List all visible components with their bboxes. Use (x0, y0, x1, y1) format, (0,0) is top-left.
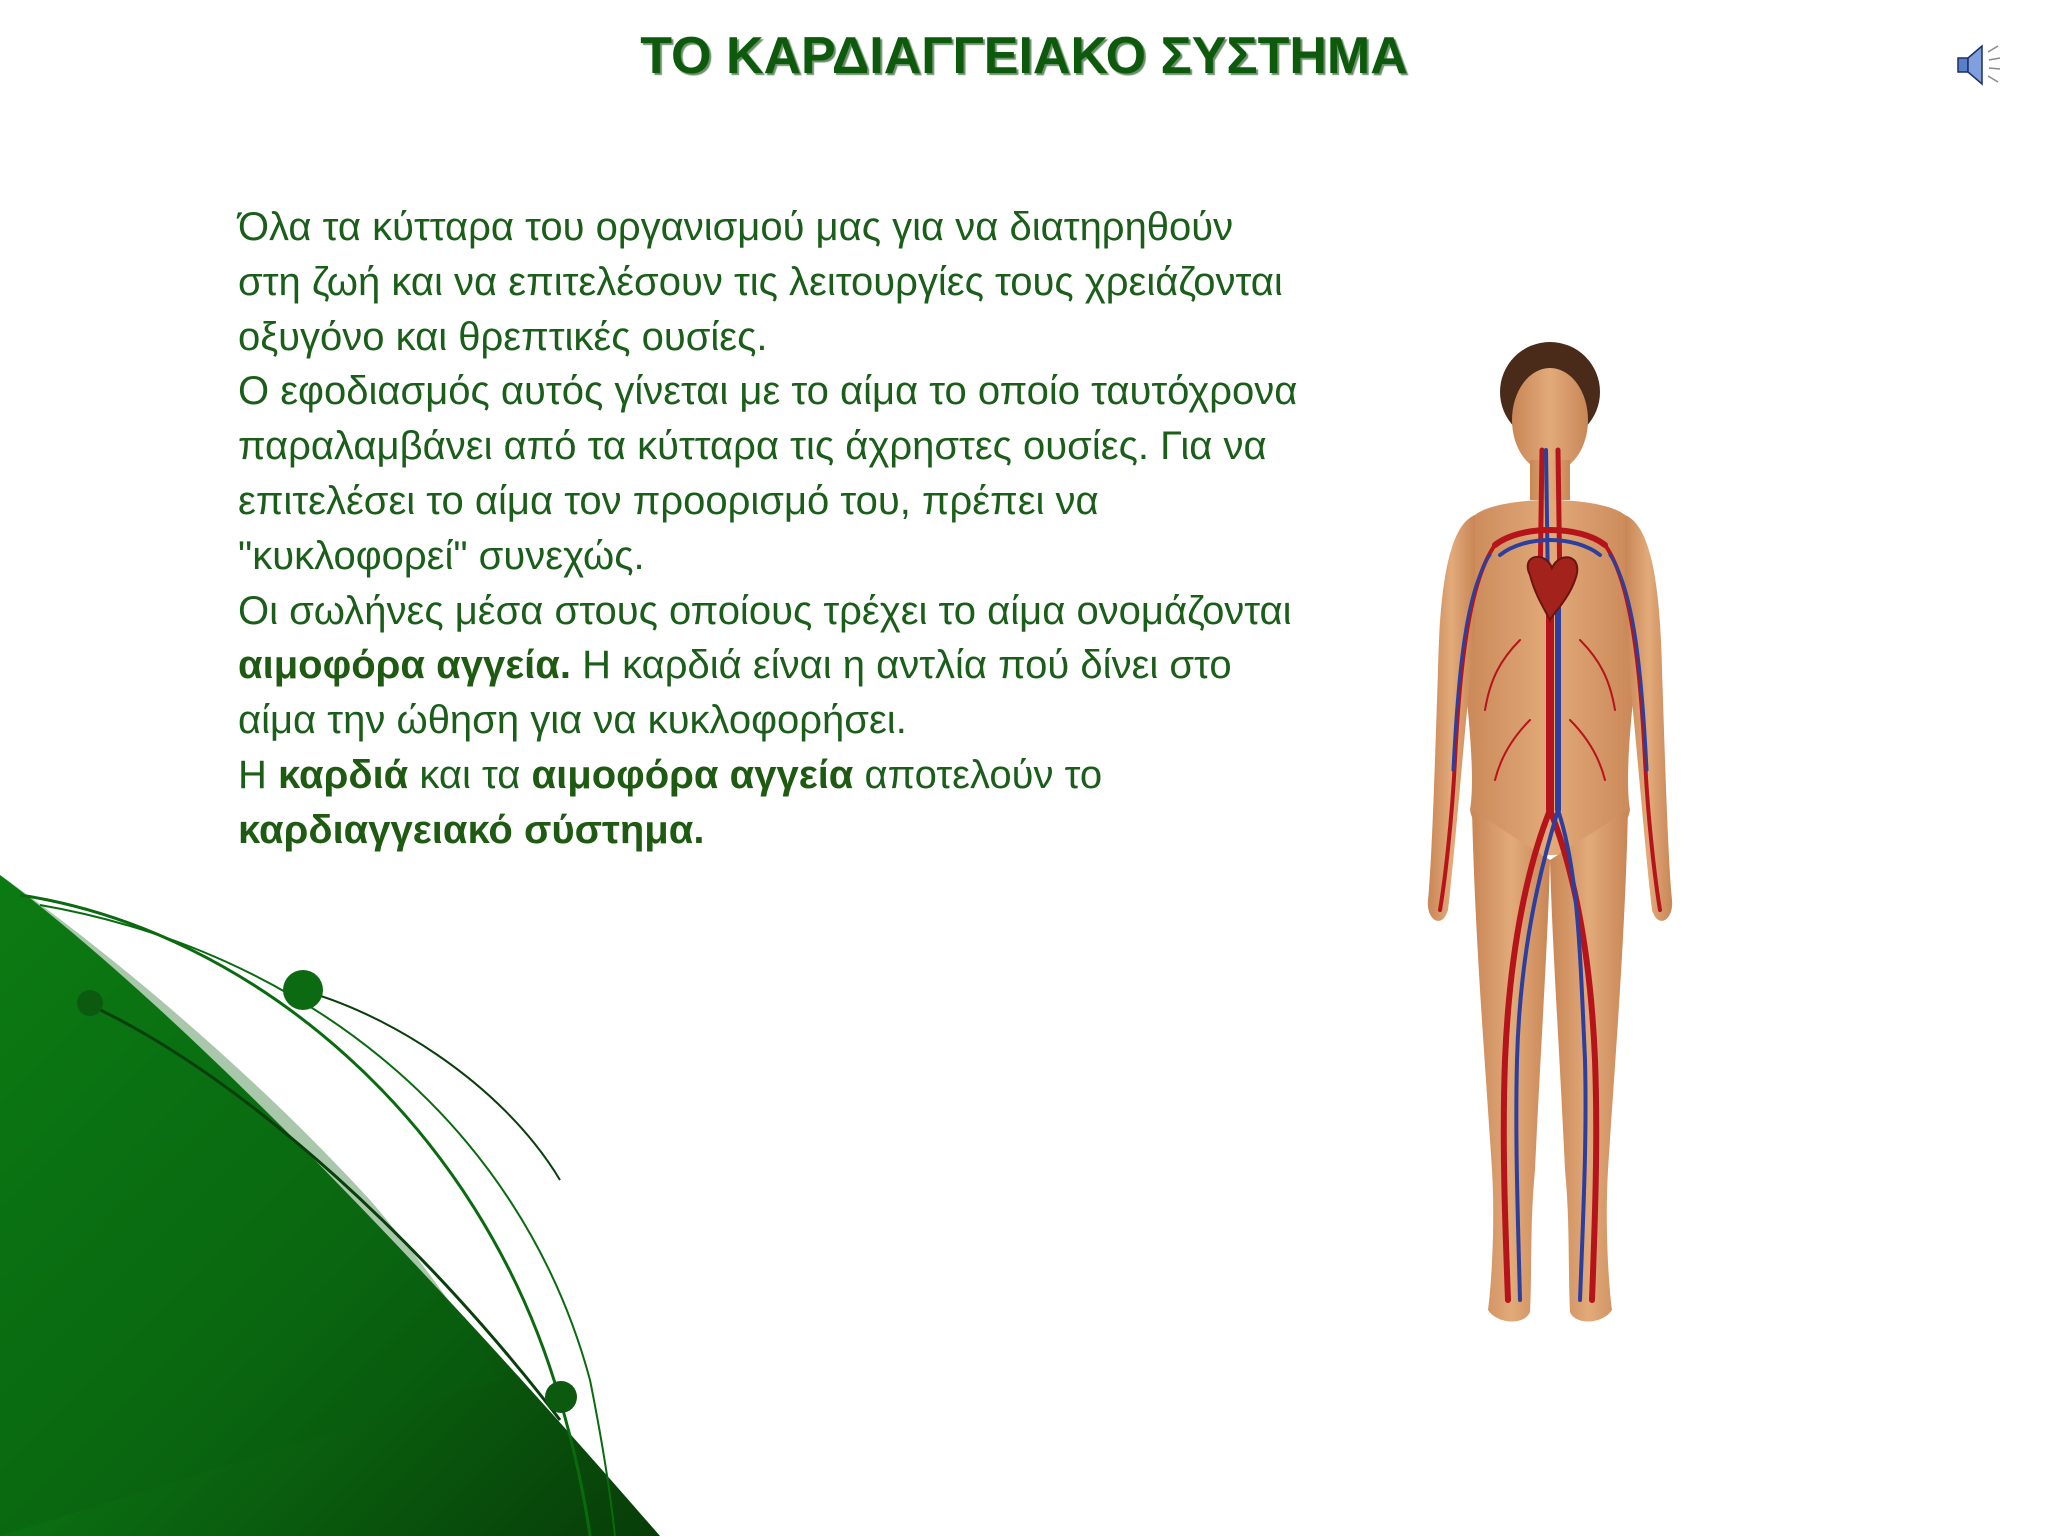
term-heart: καρδιά (278, 752, 409, 797)
paragraph-4-text: αποτελούν το (853, 752, 1103, 797)
slide-body (238, 200, 1298, 858)
slide-title: ΤΟ ΚΑΡΔΙΑΓΓΕΙΑΚΟ ΣΥΣΤΗΜΑ (640, 27, 1408, 85)
left-arm (1428, 515, 1475, 921)
paragraph-1: Όλα τα κύτταρα του οργανισμού μας για να διατηρηθούν στη ζωή και να επιτελέσουν τις λειτουργίες τους χρειάζονται οξυγόνο και θρεπτικές ουσίες. (238, 205, 1283, 359)
paragraph-4-text: και τα (408, 752, 532, 797)
right-arm (1625, 515, 1672, 921)
term-blood-vessels: αιμοφόρα αγγεία (531, 752, 854, 797)
paragraph-2: Ο εφοδιασμός αυτός γίνεται με το αίμα το οποίο ταυτόχρονα παραλαμβάνει από τα κύτταρα τις άχρηστες ουσίες. Για να επιτελέσει το αίμα τον προορισμό του, πρέπει να "κυκλοφορεί" συνεχώς. (238, 369, 1298, 578)
head (1512, 368, 1588, 472)
term-cardiovascular-system: καρδιαγγειακό σύστημα. (238, 807, 705, 852)
paragraph-3-text-end: Η καρδιά είναι η αντλία πού δίνει στο αίμα την ώθηση για να κυκλοφορήσει. (238, 643, 1232, 743)
speaker-glyph (1952, 38, 2006, 92)
term-blood-vessels: αιμοφόρα αγγεία. (238, 643, 571, 688)
circulatory-system-figure (1380, 340, 1720, 1340)
paragraph-3 (238, 584, 1298, 748)
paragraph-4-text: Η (238, 752, 278, 797)
speaker-icon[interactable] (1952, 38, 2006, 92)
right-leg (1550, 810, 1628, 1322)
paragraph-3-text: Οι σωλήνες μέσα στους οποίους τρέχει το αίμα ονομάζονται (238, 588, 1292, 633)
paragraph-4 (238, 748, 1298, 858)
